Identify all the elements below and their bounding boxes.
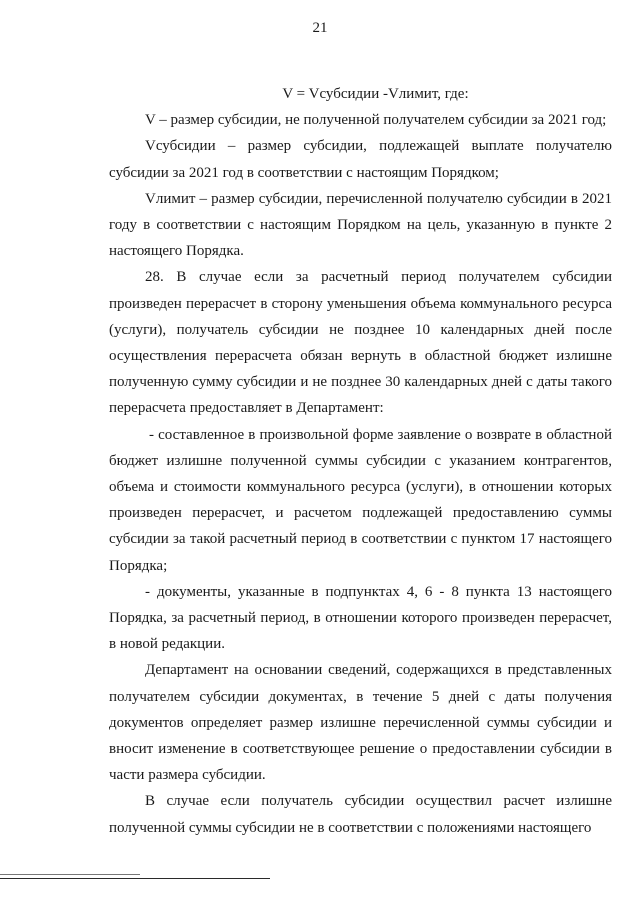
list-item-statement: - составленное в произвольной форме заявление о возврате в областной бюджет излишне полученной суммы субсидии с указанием контрагентов, объема и стоимости коммунального ресурса (услуги), в отношении которых произведен перерасчет, и расчетом подлежащей предоставлению суммы субсидии за такой расчетный период в соответствии с пунктом 17 настоящего Порядка; bbox=[109, 426, 612, 574]
page-number: 21 bbox=[312, 20, 328, 36]
list-item-documents: - документы, указанные в подпунктах 4, 6 - 8 пункта 13 настоящего Порядка, за расчетный период, в отношении которого произведен перерасчет, в новой редакции. bbox=[109, 583, 612, 653]
paragraph-v-definition: V – размер субсидии, не полученной получателем субсидии за 2021 год; bbox=[145, 112, 607, 129]
paragraph-vlimit-definition: Vлимит – размер субсидии, перечисленной получателю субсидии в 2021 году в соответствии с настоящим Порядком на цель, указанную в пункте 2 настоящего Порядка. bbox=[109, 190, 612, 260]
scan-edge-line bbox=[0, 874, 140, 875]
formula-line: V = Vсубсидии -Vлимит, где: bbox=[282, 86, 469, 102]
paragraph-clause-28: 28. В случае если за расчетный период получателем субсидии произведен перерасчет в сторону уменьшения объема коммунального ресурса (услуги), получатель субсидии не позднее 10 календарных дней после осуществления перерасчета обязан вернуть в областной бюджет излишне полученную сумму субсидии и не позднее 30 календарных дней с даты такого перерасчета предоставляет в Департамент: bbox=[109, 269, 612, 417]
document-body bbox=[109, 81, 612, 841]
paragraph-department: Департамент на основании сведений, содержащихся в представленных получателем субсидии документах, в течение 5 дней с даты получения документов определяет размер излишне перечисленной суммы субсидии и вносит изменение в соответствующее решение о предоставлении субсидии в части размера субсидии. bbox=[109, 662, 612, 784]
footer-divider bbox=[0, 878, 270, 879]
paragraph-vsubsidy-definition: Vсубсидии – размер субсидии, подлежащей выплате получателю субсидии за 2021 год в соответствии с настоящим Порядком; bbox=[109, 138, 612, 181]
paragraph-recalculation: В случае если получатель субсидии осуществил расчет излишне полученной суммы субсидии не в соответствии с положениями настоящего bbox=[109, 793, 612, 836]
